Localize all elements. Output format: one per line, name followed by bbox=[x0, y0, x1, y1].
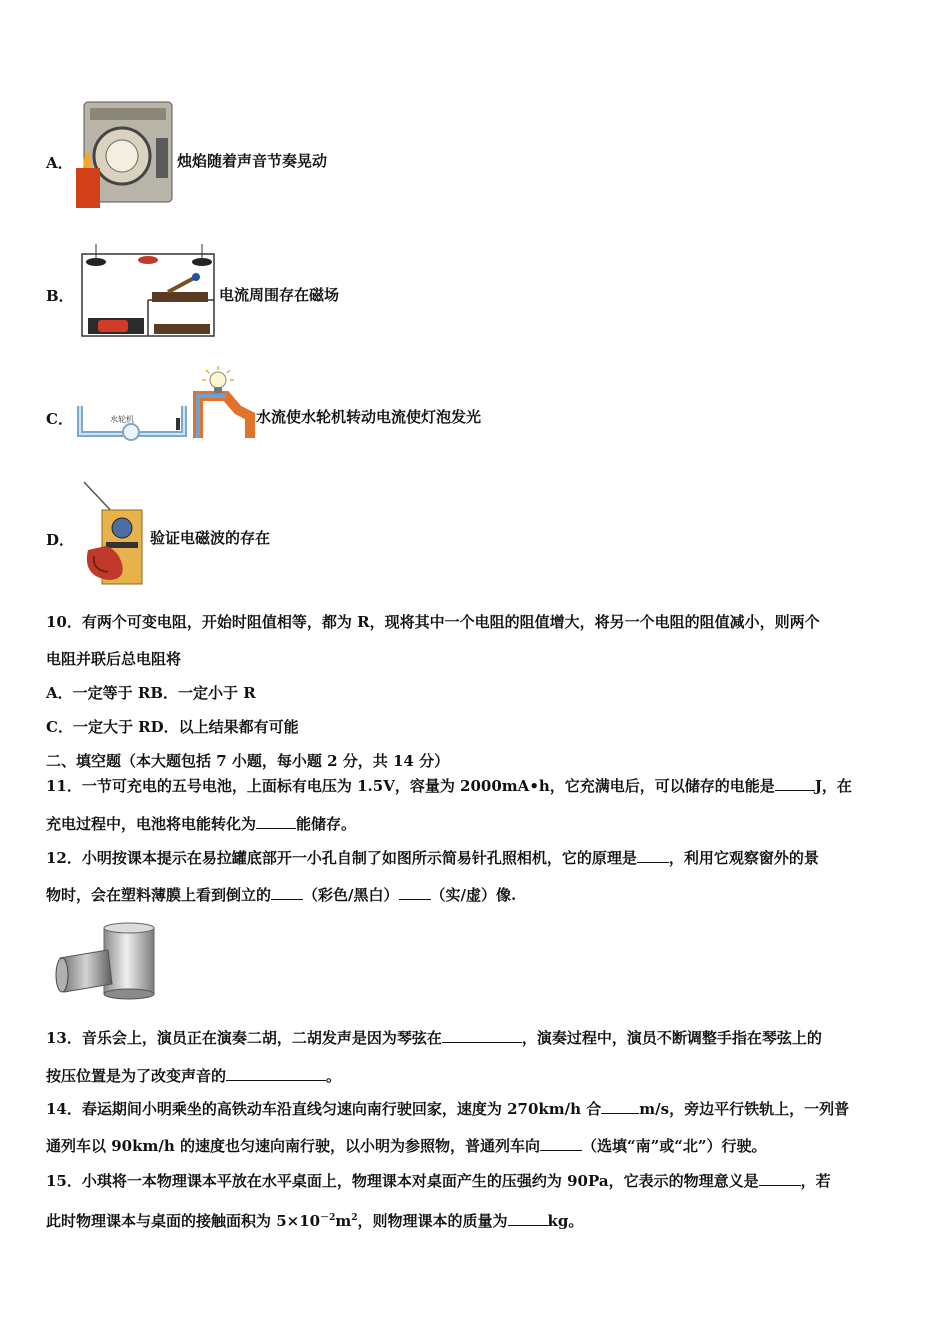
q15-exponent-1: －2 bbox=[320, 1213, 336, 1223]
q12-line2 bbox=[46, 885, 516, 905]
radio-hand-figure bbox=[78, 480, 148, 590]
q14-line1 bbox=[46, 1099, 849, 1119]
q13-text-3: 按压位置是为了改变声音的 bbox=[46, 1067, 227, 1085]
option-d-label: D． bbox=[46, 531, 75, 549]
q13-blank-2[interactable] bbox=[226, 1066, 326, 1081]
q12-blank-1[interactable] bbox=[637, 848, 669, 863]
q15-blank-2[interactable] bbox=[508, 1211, 548, 1226]
q11-blank-2[interactable] bbox=[256, 814, 296, 829]
q13-line2 bbox=[46, 1066, 341, 1086]
speaker-candle-figure bbox=[74, 98, 180, 212]
q15-exponent-2: 2 bbox=[351, 1213, 358, 1223]
water-turbine-bulb-figure bbox=[76, 366, 256, 444]
q11-text-3: 充电过程中，电池将电能转化为 bbox=[46, 815, 257, 833]
q14-text-1: 14．春运期间小明乘坐的高铁动车沿直线匀速向南行驶回家，速度为 270km/h 合 bbox=[46, 1100, 602, 1118]
q15-text-3b: m bbox=[335, 1212, 352, 1230]
q15-line2 bbox=[46, 1208, 583, 1231]
q15-line1 bbox=[46, 1171, 831, 1191]
section-heading: 二、填空题（本大题包括 7 小题，每小题 2 分，共 14 分） bbox=[46, 752, 450, 770]
pinhole-camera-figure bbox=[54, 922, 158, 1000]
q15-text-5: kg。 bbox=[547, 1212, 584, 1230]
q14-blank-2[interactable] bbox=[540, 1136, 582, 1151]
q15-text-4: ，则物理课本的质量为 bbox=[357, 1212, 508, 1230]
q14-text-4: （选填“南”或“北”）行驶。 bbox=[581, 1137, 767, 1155]
q14-blank-1[interactable] bbox=[601, 1099, 639, 1114]
q12-text-4: （彩色/黑白） bbox=[303, 886, 399, 904]
q15-text-3: 此时物理课本与桌面的接触面积为 5×10 bbox=[46, 1212, 321, 1230]
q11-line1 bbox=[46, 776, 852, 796]
q10-stem-line2: 电阻并联后总电阻将 bbox=[46, 650, 182, 668]
q12-text-1: 12．小明按课本提示在易拉罐底部开一小孔自制了如图所示简易针孔照相机，它的原理是 bbox=[46, 849, 637, 867]
q13-line1 bbox=[46, 1028, 822, 1048]
q12-blank-3[interactable] bbox=[399, 885, 431, 900]
circuit-compass-figure bbox=[78, 240, 218, 340]
option-a-label: A． bbox=[46, 154, 73, 172]
option-c-text: 水流使水轮机转动电流使灯泡发光 bbox=[256, 408, 482, 426]
q13-text-1: 13．音乐会上，演员正在演奏二胡，二胡发声是因为琴弦在 bbox=[46, 1029, 442, 1047]
turbine-label: 水轮机 bbox=[110, 415, 134, 424]
option-c-label: C． bbox=[46, 410, 73, 428]
option-d-text: 验证电磁波的存在 bbox=[150, 529, 271, 547]
q14-text-2: m/s，旁边平行铁轨上，一列普 bbox=[639, 1100, 850, 1118]
q12-text-3: 物时，会在塑料薄膜上看到倒立的 bbox=[46, 886, 272, 904]
q11-blank-1[interactable] bbox=[775, 776, 815, 791]
q11-text-4: 能储存。 bbox=[296, 815, 357, 833]
q12-text-2: ，利用它观察窗外的景 bbox=[668, 849, 819, 867]
q12-blank-2[interactable] bbox=[271, 885, 303, 900]
q13-text-4: 。 bbox=[326, 1067, 342, 1085]
q12-text-5: （实/虚）像. bbox=[430, 886, 517, 904]
q13-blank-1[interactable] bbox=[442, 1028, 522, 1043]
option-a-text: 烛焰随着声音节奏晃动 bbox=[177, 152, 328, 170]
q10-stem-line1: 10．有两个可变电阻，开始时阻值相等，都为 R，现将其中一个电阻的阻值增大，将另一个电阻的阻值减小，则两个 bbox=[46, 613, 820, 631]
q15-blank-1[interactable] bbox=[759, 1171, 801, 1186]
option-b-text: 电流周围存在磁场 bbox=[219, 286, 340, 304]
q12-line1 bbox=[46, 848, 819, 868]
q10-options-ab: A．一定等于 RB．一定小于 R bbox=[46, 684, 256, 702]
q15-text-1: 15．小琪将一本物理课本平放在水平桌面上，物理课本对桌面产生的压强约为 90Pa，它表示的物理意义是 bbox=[46, 1172, 759, 1190]
q15-text-2: ，若 bbox=[800, 1172, 831, 1190]
q11-text-2: J，在 bbox=[814, 777, 852, 795]
q13-text-2: ，演奏过程中，演员不断调整手指在琴弦上的 bbox=[521, 1029, 822, 1047]
q14-text-3: 通列车以 90km/h 的速度也匀速向南行驶，以小明为参照物，普通列车向 bbox=[46, 1137, 540, 1155]
q10-options-cd: C．一定大于 RD．以上结果都有可能 bbox=[46, 718, 299, 736]
q14-line2 bbox=[46, 1136, 767, 1156]
q11-text-1: 11．一节可充电的五号电池，上面标有电压为 1.5V，容量为 2000mA•h，它充满电后，可以储存的电能是 bbox=[46, 777, 775, 795]
q11-line2 bbox=[46, 814, 356, 834]
option-b-label: B． bbox=[46, 287, 74, 305]
